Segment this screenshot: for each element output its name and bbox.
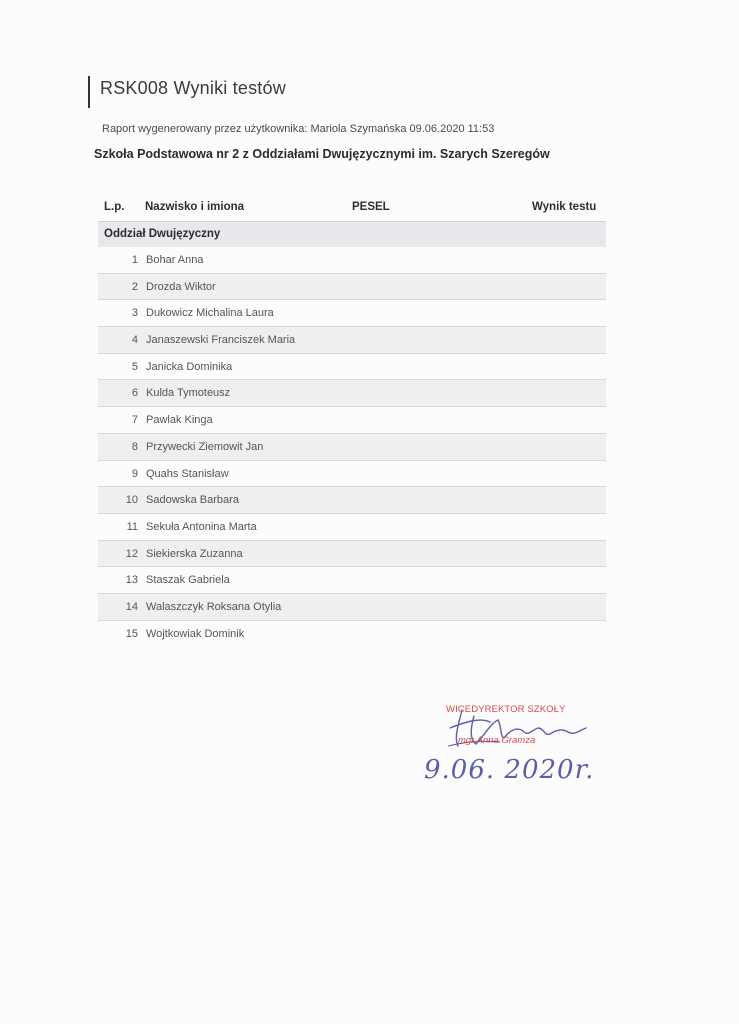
student-name: Staszak Gabriela — [146, 574, 230, 587]
table-row — [98, 300, 606, 327]
group-label: Oddział Dwujęzyczny — [104, 228, 221, 240]
row-number: 9 — [131, 467, 138, 480]
student-name: Janaszewski Franciszek Maria — [146, 334, 296, 347]
stamp-title: WICEDYREKTOR SZKOŁY — [446, 704, 566, 715]
table-header — [0, 201, 739, 219]
table-row — [98, 541, 606, 568]
row-number: 4 — [131, 334, 138, 347]
row-number: 2 — [131, 280, 138, 293]
row-number: 14 — [125, 600, 138, 613]
table-row — [98, 567, 606, 594]
student-name: Bohar Anna — [146, 254, 204, 266]
student-name: Wojtkowiak Dominik — [146, 627, 245, 640]
table-row — [98, 274, 606, 301]
table-row — [98, 327, 606, 354]
school-name: Szkoła Podstawowa nr 2 z Oddziałami Dwujęzycznymi im. Szarych Szeregów — [94, 147, 550, 161]
handwritten-date: 9.06. 2020r. — [424, 755, 595, 785]
table-row — [98, 487, 606, 514]
table-row — [98, 461, 606, 488]
column-header-result: Wynik testu — [532, 201, 597, 213]
row-number: 12 — [125, 547, 138, 560]
student-name: Pawlak Kinga — [146, 414, 213, 427]
group-row — [98, 221, 606, 247]
table-row — [98, 354, 606, 381]
student-name: Siekierska Zuzanna — [146, 547, 243, 560]
column-header-pesel: PESEL — [352, 201, 390, 213]
student-name: Walaszczyk Roksana Otylia — [146, 600, 282, 613]
student-name: Janicka Dominika — [146, 360, 233, 373]
report-generated-line: Raport wygenerowany przez użytkownika: Mariola Szymańska 09.06.2020 11:53 — [102, 123, 495, 135]
table-row — [98, 621, 606, 647]
table-body — [98, 247, 606, 646]
table-row — [98, 380, 606, 407]
row-number: 8 — [131, 440, 138, 453]
student-name: Quahs Stanisław — [146, 467, 229, 480]
row-number: 6 — [131, 387, 138, 400]
row-number: 3 — [131, 307, 138, 320]
student-name: Sekuła Antonina Marta — [146, 520, 257, 533]
row-number: 11 — [126, 520, 138, 533]
table-row — [98, 594, 606, 621]
row-number: 13 — [125, 574, 138, 587]
stamp-name: mgr Anna Gramza — [458, 735, 536, 746]
table-row — [98, 434, 606, 461]
student-name: Sadowska Barbara — [146, 494, 239, 507]
column-header-name: Nazwisko i imiona — [145, 201, 245, 213]
report-title: RSK008 Wyniki testów — [100, 78, 286, 98]
row-number: 7 — [131, 414, 138, 427]
student-name: Dukowicz Michalina Laura — [146, 307, 274, 320]
student-name: Drozda Wiktor — [146, 280, 216, 293]
student-name: Kulda Tymoteusz — [146, 387, 231, 400]
title-accent-bar — [88, 76, 90, 108]
row-number: 1 — [131, 254, 138, 266]
table-row — [98, 514, 606, 541]
table-row — [98, 247, 606, 274]
table-row — [98, 407, 606, 434]
row-number: 10 — [125, 494, 138, 507]
row-number: 15 — [125, 627, 138, 640]
row-number: 5 — [131, 360, 138, 373]
column-header-lp: L.p. — [104, 201, 125, 213]
student-name: Przywecki Ziemowit Jan — [146, 440, 264, 453]
